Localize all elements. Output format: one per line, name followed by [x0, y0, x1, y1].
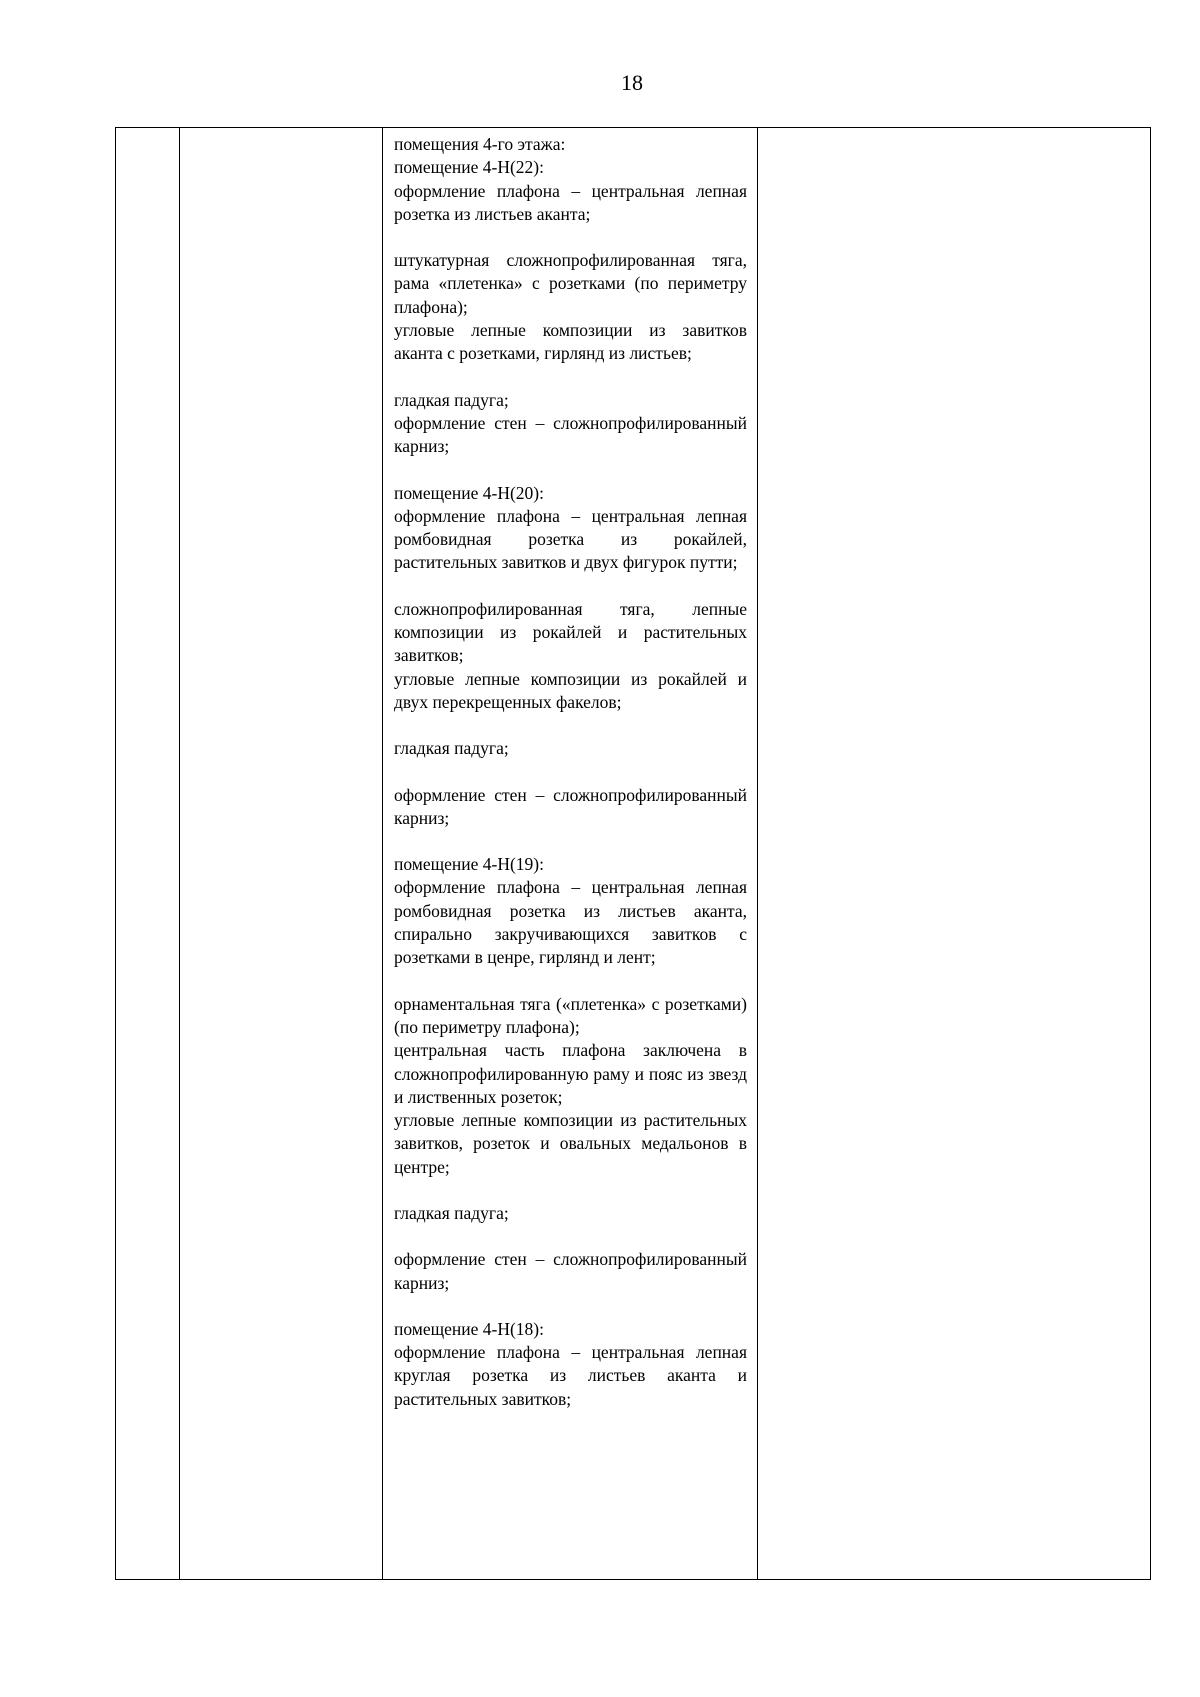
description-line: угловые лепные композиции из завитков аканта с розетками, гирлянд из листьев;: [394, 320, 747, 364]
table-cell-notes: [758, 128, 1151, 1580]
description-paragraph: [394, 249, 747, 365]
page-number: 18: [621, 70, 643, 95]
description-line: оформление стен – сложнопрофилированный карниз;: [394, 1249, 747, 1293]
table-cell-name: [180, 128, 383, 1580]
description-line: угловые лепные композиции из рокайлей и двух перекрещенных факелов;: [394, 668, 747, 712]
table-cell-description: [383, 128, 758, 1580]
description-line: гладкая падуга;: [394, 1202, 509, 1223]
description-line: оформление стен – сложнопрофилированный карниз;: [394, 412, 747, 457]
description-line: помещение 4-Н(22):: [394, 157, 544, 178]
table-cell-number: [116, 128, 180, 1580]
description-paragraph: [394, 784, 747, 831]
description-line: оформление плафона – центральная лепная ромбовидная розетка из рокайлей, растительных завитков и двух фигурок путти;: [394, 505, 747, 573]
description-paragraph: [394, 737, 747, 760]
description-line: центральная часть плафона заключена в сложнопрофилированную раму и пояс из звезд и лиственных розеток;: [394, 1040, 747, 1107]
description-line: оформление стен – сложнопрофилированный карниз;: [394, 784, 747, 828]
description-line: угловые лепные композиции из растительных завитков, розеток и овальных медальонов в центре;: [394, 1110, 747, 1177]
description-line: штукатурная сложнопрофилированная тяга, рама «плетенка» с розетками (по периметру плафона);: [394, 250, 747, 317]
description-line: оформление плафона – центральная лепная розетка из листьев аканта;: [394, 180, 747, 224]
description-paragraph: [394, 853, 747, 969]
table-row: [116, 128, 1151, 1580]
description-paragraph: [394, 389, 747, 459]
description-paragraph: [394, 993, 747, 1179]
description-line: гладкая падуга;: [394, 389, 509, 410]
description-line: орнаментальная тяга («плетенка» с розетками) (по периметру плафона);: [394, 993, 747, 1037]
description-paragraph: [394, 598, 747, 714]
description-paragraph: [394, 482, 747, 575]
description-line: помещение 4-Н(19):: [394, 854, 544, 875]
description-paragraph: [394, 133, 747, 226]
description-paragraph: [394, 1248, 747, 1295]
object-table: [115, 127, 1151, 1580]
description-line: сложнопрофилированная тяга, лепные композиции из рокайлей и растительных завитков;: [394, 598, 747, 666]
description-line: гладкая падуга;: [394, 738, 509, 759]
description-line: помещение 4-Н(20):: [394, 482, 544, 503]
description-line: оформление плафона – центральная лепная ромбовидная розетка из листьев аканта, спирально закручивающихся завитков с розетками в ценре, гирлянд и лент;: [394, 877, 747, 968]
description-paragraph: [394, 1318, 747, 1411]
description-line: оформление плафона – центральная лепная круглая розетка из листьев аканта и растительных завитков;: [394, 1342, 747, 1409]
description-line: помещение 4-Н(18):: [394, 1318, 544, 1339]
description-paragraph: [394, 1202, 747, 1225]
description-line: помещения 4-го этажа:: [394, 134, 566, 154]
